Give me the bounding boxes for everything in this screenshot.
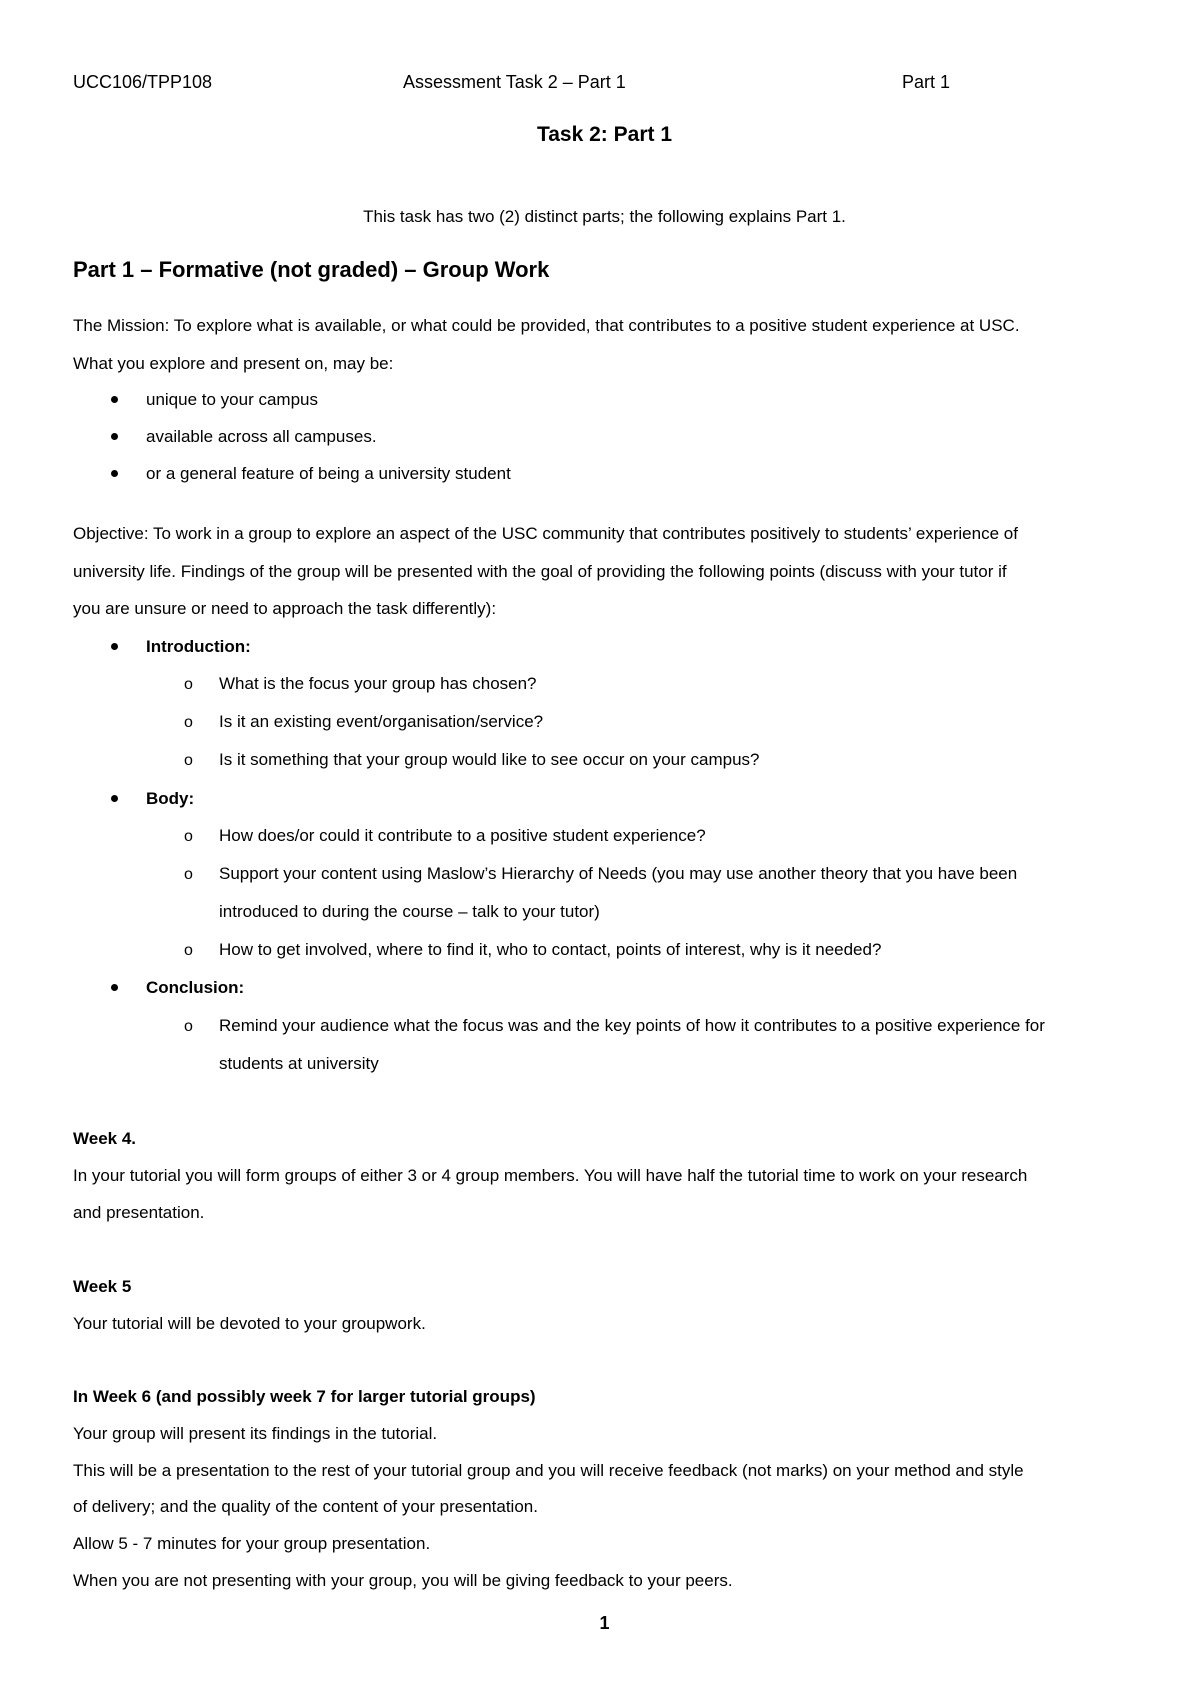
mission-bullet-3: or a general feature of being a university student <box>146 464 511 483</box>
introduction-label: Introduction: <box>146 637 251 656</box>
body-label: Body: <box>146 789 195 808</box>
week6-line-1: Your group will present its findings in the tutorial. <box>73 1424 438 1443</box>
mission-bullet-1: unique to your campus <box>146 390 318 409</box>
bullet-icon <box>111 470 118 477</box>
introduction-item-1: What is the focus your group has chosen? <box>219 674 537 693</box>
sub-bullet-icon: o <box>184 714 193 731</box>
header-part: Part 1 <box>902 72 951 92</box>
week6-line-3: of delivery; and the quality of the content of your presentation. <box>73 1497 538 1516</box>
sub-bullet-icon: o <box>184 676 193 693</box>
header-task-title: Assessment Task 2 – Part 1 <box>403 72 626 92</box>
objective-line-1: Objective: To work in a group to explore an aspect of the USC community that contributes positively to students’ experience of <box>73 524 1018 543</box>
bullet-icon <box>111 643 118 650</box>
week4-line-1: In your tutorial you will form groups of either 3 or 4 group members. You will have half the tutorial time to work on your research <box>73 1166 1028 1185</box>
bullet-icon <box>111 984 118 991</box>
week6-line-4: Allow 5 - 7 minutes for your group presentation. <box>73 1534 431 1553</box>
introduction-item-3: Is it something that your group would like to see occur on your campus? <box>219 750 760 769</box>
objective-line-3: you are unsure or need to approach the task differently): <box>73 599 497 618</box>
body-item-3: How to get involved, where to find it, who to contact, points of interest, why is it needed? <box>219 940 882 959</box>
week4-line-2: and presentation. <box>73 1203 205 1222</box>
week6-heading: In Week 6 (and possibly week 7 for larger tutorial groups) <box>73 1387 536 1406</box>
week4-heading: Week 4. <box>73 1129 137 1148</box>
conclusion-item-1: Remind your audience what the focus was and the key points of how it contributes to a positive experience for <box>219 1016 1045 1035</box>
mission-line-1: The Mission: To explore what is available, or what could be provided, that contributes to a positive student experience at USC. <box>73 316 1020 335</box>
sub-bullet-icon: o <box>184 752 193 769</box>
body-item-1: How does/or could it contribute to a positive student experience? <box>219 826 706 845</box>
page-title: Task 2: Part 1 <box>536 123 672 146</box>
page-number: 1 <box>599 1613 610 1633</box>
sub-bullet-icon: o <box>184 828 193 845</box>
bullet-icon <box>111 433 118 440</box>
conclusion-label: Conclusion: <box>146 978 245 997</box>
body-item-2-continued: introduced to during the course – talk to your tutor) <box>219 902 600 921</box>
week5-line-1: Your tutorial will be devoted to your groupwork. <box>73 1314 426 1333</box>
objective-line-2: university life. Findings of the group will be presented with the goal of providing the following points (discuss with your tutor if <box>73 562 1007 581</box>
week6-line-5: When you are not presenting with your group, you will be giving feedback to your peers. <box>73 1571 733 1590</box>
sub-bullet-icon: o <box>184 1018 193 1035</box>
bullet-icon <box>111 795 118 802</box>
introduction-item-2: Is it an existing event/organisation/service? <box>219 712 544 731</box>
week6-line-2: This will be a presentation to the rest of your tutorial group and you will receive feedback (not marks) on your method and style <box>73 1461 1024 1480</box>
header-course-code: UCC106/TPP108 <box>73 72 213 92</box>
week5-heading: Week 5 <box>73 1277 132 1296</box>
bullet-icon <box>111 396 118 403</box>
sub-bullet-icon: o <box>184 866 193 883</box>
mission-bullet-2: available across all campuses. <box>146 427 377 446</box>
body-item-2: Support your content using Maslow’s Hierarchy of Needs (you may use another theory that you have been <box>219 864 1018 883</box>
intro-text: This task has two (2) distinct parts; the following explains Part 1. <box>363 207 846 226</box>
section-heading: Part 1 – Formative (not graded) – Group Work <box>73 257 550 282</box>
mission-line-2: What you explore and present on, may be: <box>73 354 394 373</box>
conclusion-item-1-continued: students at university <box>219 1054 379 1073</box>
sub-bullet-icon: o <box>184 942 193 959</box>
